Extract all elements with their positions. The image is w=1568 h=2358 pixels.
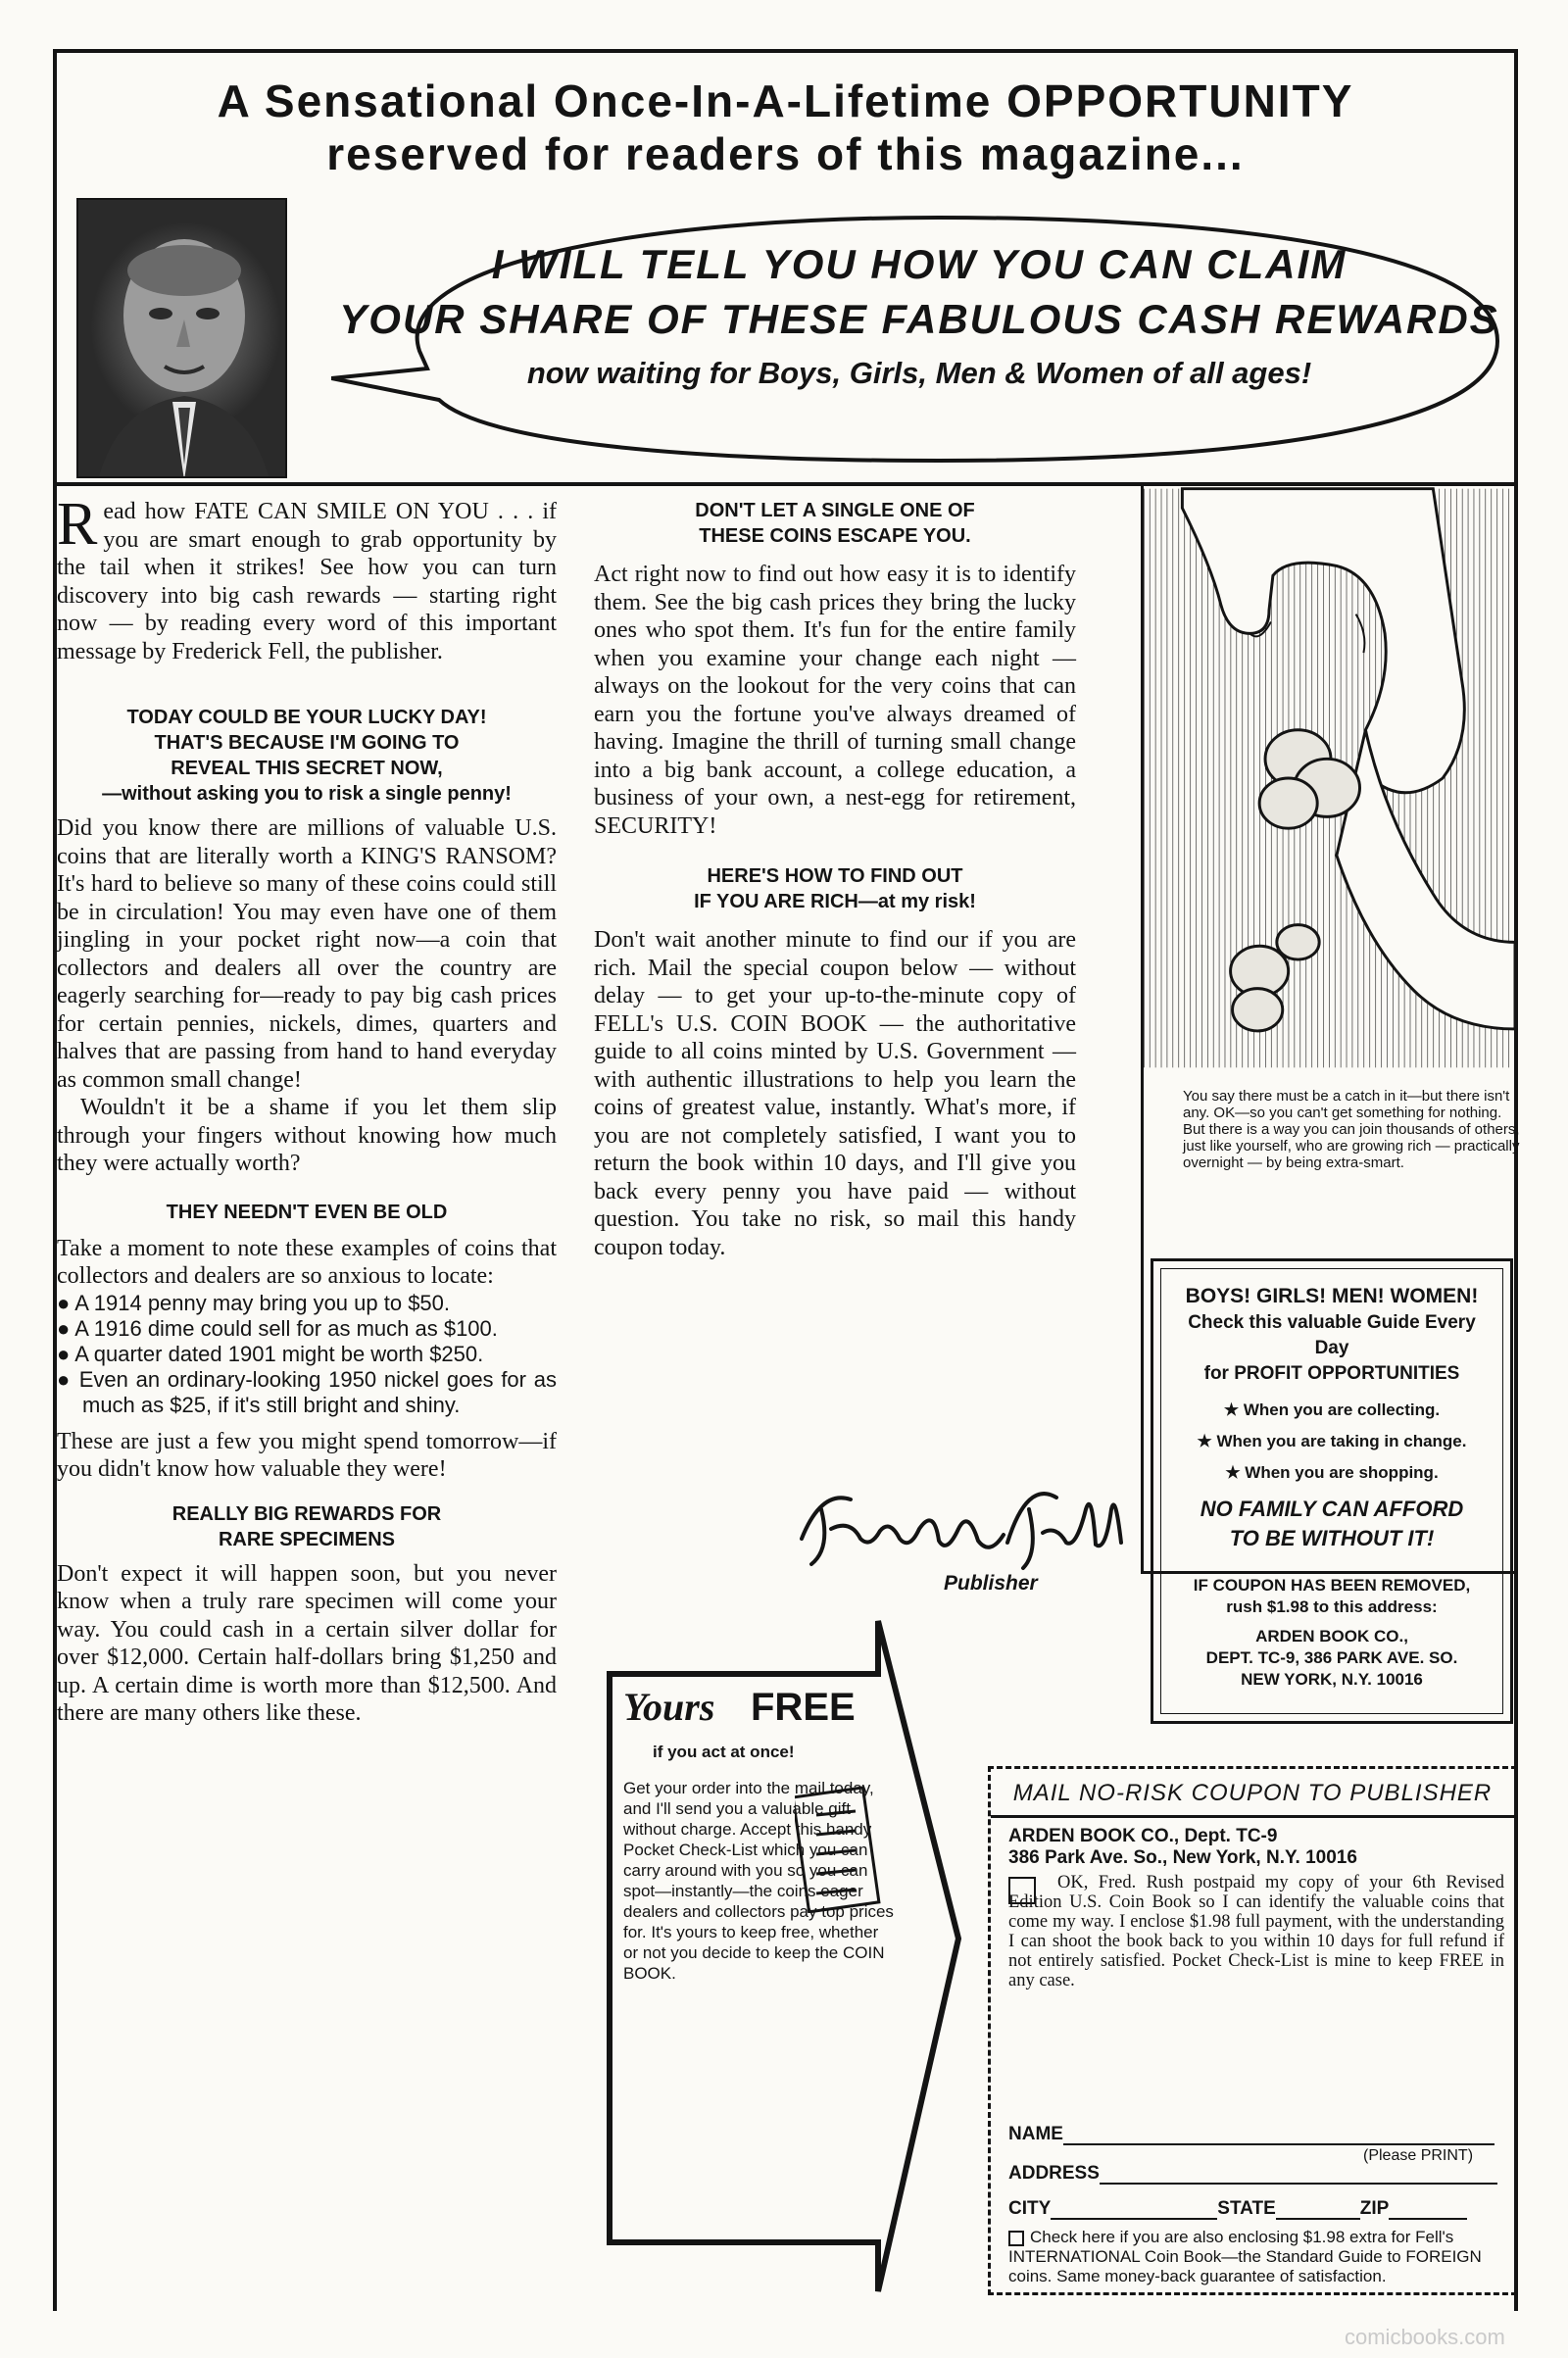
inset-star-item: ★ When you are collecting. (1223, 1400, 1441, 1419)
bubble-line-3: now waiting for Boys, Girls, Men & Women of all ages! (526, 356, 1312, 390)
intro-paragraph: Read how FATE CAN SMILE ON YOU . . . if you are smart enough to grab opportunity by the tail when it strikes! See how you can turn discovery into big cash rewards — starting right now — by reading every word of this important message by Frederick Fell, the publisher. (57, 491, 557, 664)
heading-find-out-rich: HERE'S HOW TO FIND OUT IF YOU ARE RICH—at my risk! (694, 865, 976, 912)
publisher-label: Publisher (944, 1572, 1038, 1595)
speech-bubble (331, 204, 1507, 468)
inset-star-item: ★ When you are taking in change. (1197, 1432, 1467, 1450)
paragraph-just-a-few: These are just a few you might spend tomorrow—if you didn't know how valuable they were! (57, 1428, 557, 1482)
free-gift-callout (594, 1615, 964, 2321)
publisher-photo (76, 198, 287, 478)
coupon-order-text: OK, Fred. Rush postpaid my copy of your 6th Revised Edition U.S. Coin Book so I can identify the valuable coins that come my way. I enclose $1.98 full payment, with the understanding I can shoot the book back to you within 10 days for full refund if not entirely satisfied. Pocket Check-List is mine to keep FREE in any case. (1008, 1873, 1504, 1990)
inset-star-item: ★ When you are shopping. (1225, 1463, 1439, 1482)
address-field[interactable]: ADDRESS (1008, 2163, 1504, 2185)
city-state-zip-field[interactable]: CITY STATE ZIP (1008, 2198, 1504, 2220)
heading-lucky-day: TODAY COULD BE YOUR LUCKY DAY! THAT'S BECAUSE I'M GOING TO REVEAL THIS SECRET NOW, —without asking you to risk a single penny! (102, 707, 512, 805)
bullet-item: ● A 1916 dime could sell for as much as $100. (57, 1315, 498, 1341)
guide-inset (1141, 1258, 1513, 1724)
paragraph-examples: Take a moment to note these examples of coins that collectors and dealers are so anxious to locate: (57, 1235, 557, 1289)
paragraph-act-right-now: Act right now to find out how easy it is to identify them. See the big cash prices they bring the lucky ones who spot them. It's fun for the entire family when you examine your change each night — always on the lookout for the very coins that can earn you the fortune you've always dreamed of having. Imagine the thrill of turning small change into a big bank account, a college education, a business of your own, a nest-egg for retirement, SECURITY! (594, 562, 1076, 839)
heading-needn-t-be-old: THEY NEEDN'T EVEN BE OLD (166, 1201, 448, 1223)
please-print-note: (Please PRINT) (1363, 2147, 1474, 2164)
heading-dont-let: DON'T LET A SINGLE ONE OF THESE COINS ESCAPE YOU. (695, 500, 975, 547)
headline-line-2: reserved for readers of this magazine... (326, 128, 1245, 179)
paragraph-millions: Did you know there are millions of valuable U.S. coins that are literally worth a KING'S RANSOM? It's hard to believe so many of these coins could still be in circulation! You may even have one of them jingling in your pocket right now—a coin that collectors and dealers all over the country are eagerly searching for—ready to pay big cash prices for certain pennies, nickels, dimes, quarters and halves that are passing from hand to hand everyday as common small change! (57, 815, 557, 1093)
hand-with-coins-illustration (1144, 484, 1515, 1072)
name-field[interactable]: NAME (1008, 2124, 1504, 2145)
inset-tagline: NO FAMILY CAN AFFORD TO BE WITHOUT IT! (1200, 1497, 1464, 1550)
column-left (57, 491, 557, 1728)
foreign-book-option[interactable]: Check here if you are also enclosing $1.98 extra for Fell's INTERNATIONAL Coin Book—the Standard Guide to FOREIGN coins. Same money-back guarantee of satisfaction. (1008, 2228, 1482, 2285)
signature (762, 1470, 1135, 1578)
gift-description: Get your order into the mail today, and I'll send you a valuable gift without charge. Accept this handy Pocket Check-List which you can carry around with you so you can spot—instantly—the coins eager dealers and collectors pay top prices for. It's yours to keep free, whether or not you decide to keep the COIN BOOK. (623, 1779, 894, 1983)
column-middle (594, 498, 1076, 1261)
gift-free: FREE (751, 1686, 856, 1729)
bullet-item: ● A 1914 penny may bring you up to $50. (57, 1290, 451, 1315)
header-box (53, 49, 1518, 486)
foreign-book-checkbox[interactable] (1008, 2231, 1024, 2246)
paragraph-shame: Wouldn't it be a shame if you let them slip through your fingers without knowing how much they were actually worth? (57, 1095, 557, 1176)
coupon-heading: MAIL NO-RISK COUPON TO PUBLISHER (991, 1769, 1514, 1818)
paragraph-dont-wait: Don't wait another minute to find our if you are rich. Mail the special coupon below — without delay — to get your up-to-the-minute copy of FELL's U.S. COIN BOOK — the authoritative guide to all coins minted by U.S. Government — with authentic illustrations to help you learn the coins of greatest value, instantly. What's more, if you are not completely satisfied, I want you to return the book within 10 days, and I'll give you back every penny you have paid — without question. You take no risk, so mail this handy coupon today. (594, 927, 1076, 1260)
bubble-line-2: YOUR SHARE OF THESE FABULOUS CASH REWARDS (339, 296, 1499, 342)
drop-cap: R (57, 491, 98, 558)
heading-big-rewards: REALLY BIG REWARDS FOR RARE SPECIMENS (172, 1502, 442, 1550)
paragraph-rare-specimens: Don't expect it will happen soon, but you never know when a truly rare specimen will come your way. You could cash in a certain silver dollar for over $12,000. Certain half-dollars bring $1,250 and up. A certain dime is worth more than $12,500. And there are many others like these. (57, 1560, 557, 1726)
ad-body (53, 484, 1518, 2311)
bubble-line-1: I WILL TELL YOU HOW YOU CAN CLAIM (491, 241, 1348, 287)
inset-mail-address: IF COUPON HAS BEEN REMOVED, rush $1.98 to this address: ARDEN BOOK CO., DEPT. TC-9, 386 PARK AVE. SO. NEW YORK, N.Y. 10016 (1193, 1576, 1471, 1689)
coupon-address: ARDEN BOOK CO., Dept. TC-9 386 Park Ave. So., New York, N.Y. 10016 (1008, 1826, 1357, 1868)
gift-yours: Yours (623, 1685, 715, 1729)
bullet-item: ● A quarter dated 1901 might be worth $250. (57, 1341, 484, 1366)
gift-act-at-once: if you act at once! (653, 1743, 795, 1761)
inset-content (1160, 1268, 1503, 1714)
headline-line-1: A Sensational Once-In-A-Lifetime OPPORTUNITY (217, 75, 1354, 126)
illustration-caption: You say there must be a catch in it—but there isn't any. OK—so you can't get something for nothing. But there is a way you can join thousands of others, just like yourself, who are growing rich — practically overnight — by being extra-smart. (1183, 1088, 1520, 1171)
inset-subtitle: Check this valuable Guide Every Day for PROFIT OPPORTUNITIES (1188, 1312, 1476, 1384)
watermark: comicbooks.com (1345, 2325, 1505, 2349)
bullet-item: ● Even an ordinary-looking 1950 nickel goes for as much as $25, if it's still bright and shiny. (57, 1366, 557, 1417)
inset-title: BOYS! GIRLS! MEN! WOMEN! (1185, 1285, 1479, 1307)
order-coupon[interactable] (988, 1766, 1517, 2295)
